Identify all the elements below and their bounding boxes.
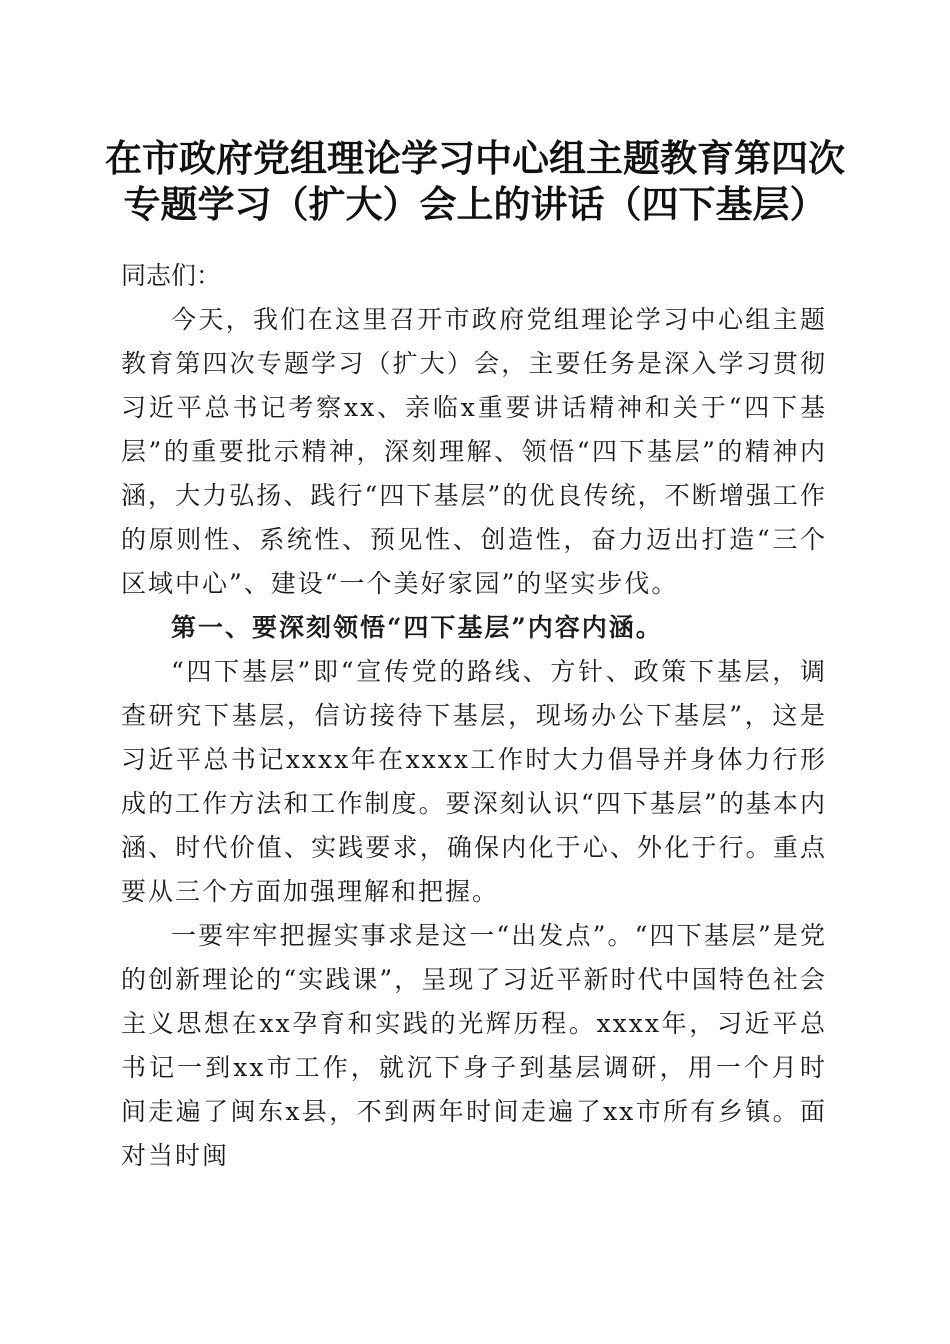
salutation: 同志们： [121, 261, 222, 290]
paragraph-intro: 今天，我们在这里召开市政府党组理论学习中心组主题教育第四次专题学习（扩大）会，主要任务是深入学习贯彻习近平总书记考察xx、亲临x重要讲话精神和关于“四下基层”的重要批示精神，深刻理解、领悟“四下基层”的精神内涵，大力弘扬、践行“四下基层”的优良传统，不断增强工作的原则性、系统性、预见性、创造性，奋力迈出打造“三个区域中心”、建设“一个美好家园”的坚实步伐。 [121, 305, 827, 598]
document-title-line-1: 在市政府党组理论学习中心组主题教育第四次 [105, 136, 845, 180]
document-title-line-2: 专题学习（扩大）会上的讲话（四下基层） [123, 182, 827, 226]
paragraph-point-1: 一要牢牢把握实事求是这一“出发点”。“四下基层”是党的创新理论的“实践课”，呈现了习近平新时代中国特色社会主义思想在xx孕育和实践的光辉历程。xxxx年，习近平总书记一到xx市工作，就沉下身子到基层调研，用一个月时间走遍了闽东x县，不到两年时间走遍了xx市所有乡镇。面对当时闽 [121, 921, 827, 1170]
document-body [121, 254, 827, 1178]
section-heading-1: 第一、要深刻领悟“四下基层”内容内涵。 [171, 613, 663, 642]
paragraph-definition: “四下基层”即“宣传党的路线、方针、政策下基层，调查研究下基层，信访接待下基层，现场办公下基层”，这是习近平总书记xxxx年在xxxx工作时大力倡导并身体力行形成的工作方法和工作制度。要深刻认识“四下基层”的基本内涵、时代价值、实践要求，确保内化于心、外化于行。重点要从三个方面加强理解和把握。 [121, 657, 827, 906]
